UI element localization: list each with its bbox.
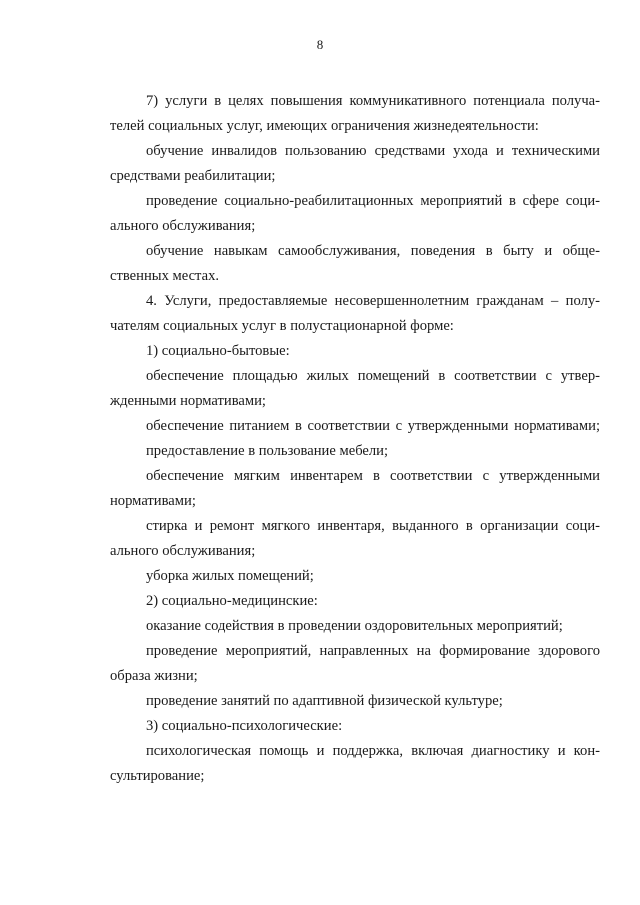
text-line: ственных местах.: [110, 268, 220, 284]
text-line: 1) социально-бытовые:: [146, 343, 290, 359]
text-line: 4. Услуги, предоставляемые несовершеннолетним гражданам – полу-: [146, 293, 600, 309]
text-line: стирка и ремонт мягкого инвентаря, выданного в организации соци-: [146, 518, 600, 534]
text-line: предоставление в пользование мебели;: [146, 443, 389, 459]
text-line: сультирование;: [110, 768, 205, 784]
text-line: 7) услуги в целях повышения коммуникативного потенциала получа-: [146, 93, 600, 109]
document-body: [110, 89, 600, 789]
text-line: обучение инвалидов пользованию средствами ухода и техническими: [146, 143, 600, 159]
text-line: проведение социально-реабилитационных мероприятий в сфере соци-: [146, 193, 600, 209]
text-line: средствами реабилитации;: [110, 168, 276, 184]
text-line: проведение мероприятий, направленных на формирование здорового: [146, 643, 600, 659]
text-line: ального обслуживания;: [110, 218, 256, 234]
text-line: чателям социальных услуг в полустационарной форме:: [110, 318, 454, 334]
text-line: уборка жилых помещений;: [146, 568, 314, 584]
text-line: ального обслуживания;: [110, 543, 256, 559]
text-line: оказание содействия в проведении оздоровительных мероприятий;: [146, 618, 563, 634]
text-line: обучение навыкам самообслуживания, поведения в быту и обще-: [146, 243, 600, 259]
text-line: психологическая помощь и поддержка, включая диагностику и кон-: [146, 743, 600, 759]
page-number: 8: [316, 37, 324, 52]
text-line: образа жизни;: [110, 668, 198, 684]
text-line: обеспечение питанием в соответствии с утвержденными нормативами;: [146, 418, 600, 434]
text-line: жденными нормативами;: [110, 393, 266, 409]
text-line: обеспечение мягким инвентарем в соответствии с утвержденными: [146, 468, 600, 484]
text-line: нормативами;: [110, 493, 196, 509]
text-line: проведение занятий по адаптивной физической культуре;: [146, 693, 503, 709]
text-line: 3) социально-психологические:: [146, 718, 343, 734]
text-line: 2) социально-медицинские:: [146, 593, 318, 609]
text-line: телей социальных услуг, имеющих ограничения жизнедеятельности:: [110, 118, 539, 134]
text-line: обеспечение площадью жилых помещений в соответствии с утвер-: [146, 368, 600, 384]
